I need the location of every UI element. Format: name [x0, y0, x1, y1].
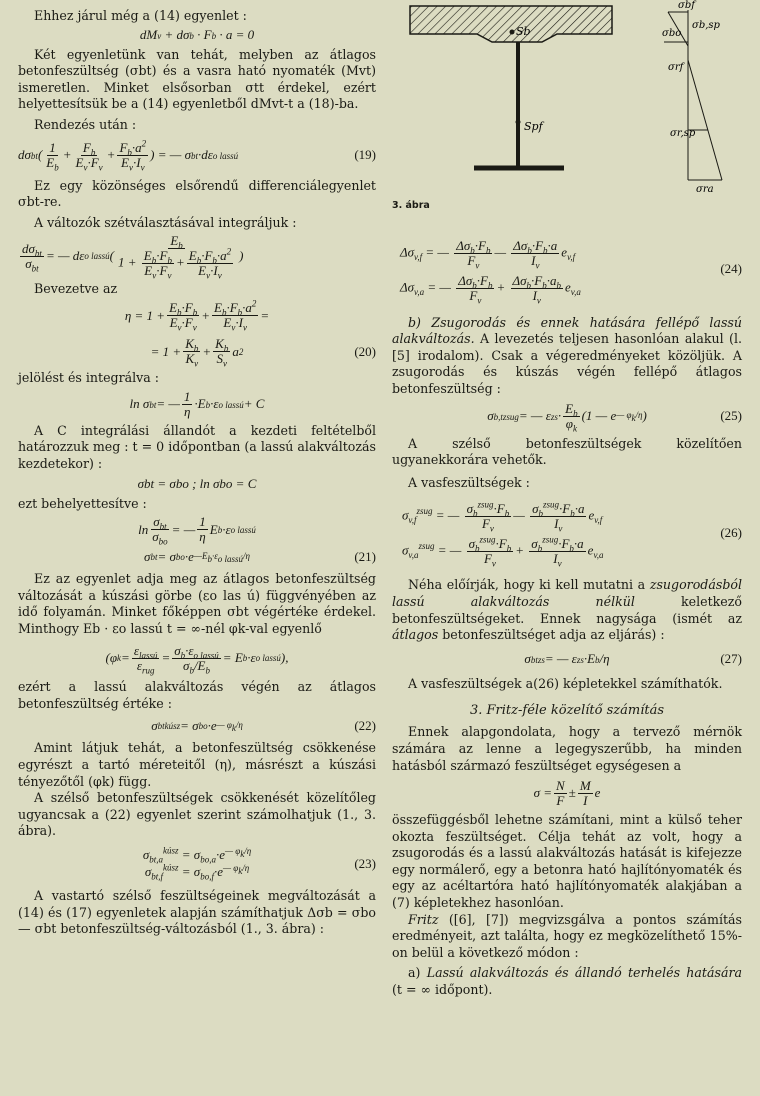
- equation-number: (19): [354, 147, 376, 163]
- equation-separated: $d\sigma_{bt}$ $\sigma_{bt}$ = — dε o lassú ( $E_b$ 1 + $\frac{E_b\cdot F_b}{E_v\cdot F_v}$ + $\frac{E_b\cdot F_b\cdot a^2}{E_v\cdot I_v}$ ): [22, 233, 244, 281]
- centroid-dot: [510, 30, 515, 35]
- section-heading: 3. Fritz-féle közelítő számítás: [469, 703, 665, 719]
- equation-sigma: σ = N F ± M I e: [533, 777, 601, 808]
- paragraph: A változók szétválasztásával integráljuk :: [34, 214, 297, 230]
- paragraph: ezért a lassú alakváltozás végén az átlagos betonfeszültség értéke :: [18, 679, 376, 711]
- paragraph: A C integrálási állandót a kezdeti feltételből határozzuk meg : t = 0 időpontban (a lassú alakváltozás kezdetekor) :: [18, 422, 376, 471]
- equation-21: σ bt = σ bo ·e $—E_b\cdot\varepsilon_{o lassú}/\eta$ (21): [144, 548, 376, 564]
- fig-label: Sb: [516, 25, 531, 38]
- fig-label: Spf: [524, 120, 543, 133]
- paragraph: Ehhez járul még a (14) egyenlet :: [34, 8, 247, 23]
- paragraph: [392, 965, 742, 998]
- paragraph: Rendezés után :: [34, 116, 137, 132]
- paragraph: A szélső betonfeszültségek csökkenését közelítőleg ugyancsak a (22) egyenlet szerint számolhatjuk (1., 3. ábra).: [18, 790, 376, 839]
- equation-20b: = 1 + $K_b$ $K_v$ + $K_b$ $S_v$ a 2 (20): [150, 336, 376, 370]
- paragraph: Ennek alapgondolata, hogy a tervező mérnök számára az lenne a legegyszerűbb, ha minden hatásból származó feszültséget egységesen a: [392, 724, 742, 773]
- equation-dm: dM v + dσ b · F b · a = 0: [139, 27, 255, 43]
- text: (t = ∞ időpont).: [392, 982, 493, 998]
- italic-text: Fritz: [408, 911, 439, 927]
- equation-number: (21): [354, 548, 376, 564]
- paragraph: Ez egy közönséges elsőrendű differenciálegyenlet σbt-re.: [18, 177, 376, 210]
- right-column: [392, 0, 742, 999]
- paragraph: A szélső betonfeszültségek közelítően ugyanekkorára vehetők.: [392, 435, 742, 468]
- fig-label: σb,sp: [692, 20, 720, 31]
- concrete-slab: [410, 6, 612, 42]
- figure-3: [392, 0, 742, 200]
- equation-number: (22): [354, 718, 376, 734]
- text: ([6], [7]) megvizsgálva a pontos számítás eredményeit, azt találta, hogy ez megközelíthető 15%-on belül a következő módon :: [392, 911, 742, 960]
- equation-number: (24): [720, 260, 742, 276]
- italic-text: zsugorodásból lassú alakváltozás nélkül: [392, 577, 742, 609]
- equation-number: (27): [720, 651, 742, 667]
- equation-number: (23): [354, 855, 376, 871]
- paragraph: jelölést és integrálva :: [18, 369, 160, 385]
- equation-init: σbt = σbo ; ln σbo = C: [137, 476, 257, 492]
- centroid-dot: [516, 120, 521, 125]
- text: Néha előírják, hogy ki kell mutatni a: [408, 577, 650, 593]
- equation-27: σ bt zs = — ε zs ·E b /η (27): [524, 651, 742, 667]
- paragraph: [392, 912, 742, 962]
- equation-ln-ratio: ln $\sigma_{bt}$ $\sigma_{bo}$ = — 1 η E b ·ε o lassú: [138, 514, 256, 547]
- fig-label: σrf: [668, 62, 684, 73]
- figure-caption: 3. ábra: [392, 200, 430, 211]
- left-column: [18, 0, 376, 938]
- equation-number: (20): [354, 343, 376, 359]
- fig-label: σbf: [678, 0, 695, 11]
- paragraph: A vasfeszültségek a(26) képletekkel számíthatók.: [408, 675, 723, 691]
- equation-number: (25): [720, 408, 742, 424]
- equation-24: $\Delta\sigma_{v,f}$ = — $\Delta\sigma_b\cdot F_b$ $F_v$ — $\Delta\sigma_b\cdot F_b\cdot a$ $I_v$ $e_{v,f}$ $\Delta\sigma_{v,a}$ = — $\Delta\sigma_b\cdot F_b$ $F_v$ + $\Delta\sigma_b\cdot F_b\cdot a_b$ $I_v$ $e_{v,a}$ (24): [400, 237, 742, 306]
- text: A levezetés teljesen hasonlóan alakul (l. [5] irodalom). Csak a végeredményeket közöljük. A zsugorodás és kúszás végén fellépő átlagos betonfeszültség :: [392, 331, 742, 396]
- fig-label: σra: [696, 184, 714, 195]
- equation-22: σ bt kúsz = σ bo ·e — $\varphi_k/\eta$ (22): [151, 718, 376, 734]
- fig-label: σbo: [662, 28, 682, 39]
- paragraph: Két egyenletünk van tehát, melyben az átlagos betonfeszültség (σbt) és a vasra ható nyomaték (Mvt) ismeretlen. Minket elsősorban σtt érdekel, ezért helyettesítsük be a (14) egyenletből dMvt-t a (18)-ba.: [18, 46, 376, 112]
- text: betonfeszültséget adja az eljárás) :: [438, 627, 665, 643]
- paragraph: [392, 315, 742, 398]
- text: a): [408, 965, 427, 981]
- fig-label: σr,sp: [670, 128, 696, 139]
- paragraph: ezt behelyettesítve :: [18, 496, 147, 512]
- italic-text: Lassú alakváltozás és állandó terhelés hatására: [426, 965, 742, 981]
- equation-phi: (φ k = $\varepsilon_{lassú}$ $\varepsilon_{rug}$ = $\sigma_b\cdot\varepsilon_{o lassú}$ $\sigma_b/E_b$ = E b ·ε o lassú ),: [105, 642, 289, 676]
- equation-ln: ln σ bt = — 1 η ·E b ·ε o lassú + C: [129, 389, 265, 420]
- italic-text: b) Zsugorodás és ennek hatására fellépő lassú alakváltozás.: [392, 314, 742, 347]
- equation-26: $\sigma_{v,f}^{zsug}$ = — $\sigma_b^{zsug}\cdot F_b$ $F_v$ — $\sigma_b^{zsug}\cdot F_b\cdot a$ $I_v$ $e_{v,f}$ $\sigma_{v,a}^{zsug}$ = — $\sigma_b^{zsug}\cdot F_b$ $F_v$ + $\sigma_b^{zsug}\cdot F_b\cdot a$ $I_v$ $e_{v,a}$ (26): [402, 500, 742, 569]
- paragraph: Amint látjuk tehát, a betonfeszültség csökkenése egyrészt a tartó méreteitől (η), másrészt a kúszási tényezőtől (φk) függ.: [18, 740, 376, 789]
- equation-19: dσ bt ( 1 $E_b$ + $F_b$ $E_v\cdot F_v$ + $F_b\cdot a^2$ $E_v\cdot I_v$ ) = — σ bt ·dε o lassú (19): [18, 138, 376, 173]
- italic-text: átlagos: [392, 627, 439, 643]
- equation-number: (26): [720, 525, 742, 541]
- equation-25: σ b,t zsug = — ε zs · $E_b$ $\varphi_k$ (1 — e — $\varphi_k/\eta$ ) (25): [487, 401, 742, 434]
- paragraph: Ez az egyenlet adja meg az átlagos betonfeszültség változását a kúszási görbe (εo las ú) függvényében az idő folyamán. Minket főképpen σbt végértéke érdekel. Minthogy Eb · εo lassú t = ∞-nél φk-val egyenlő: [18, 570, 376, 636]
- paragraph: Bevezetve az: [34, 281, 118, 297]
- paragraph: A vastartó szélső feszültségeinek megváltozását a (14) és (17) egyenletek alapján számíthatjuk Δσb = σbo — σbt betonfeszültség-változásból (1., 3. ábra) :: [18, 888, 376, 937]
- text: keletkező betonfeszültségeket. Ennek nagysága (ismét az: [392, 593, 742, 626]
- paragraph: összefüggésből lehetne számítani, mint a külső teher okozta feszültséget. Célja tehát az volt, hogy a zsugorodás és a lassú alakváltozás hatását is kifejezze egy normálerő, egy a betonra ható hajlítónyomaték és egy az acéltartóra ható hajlítónyomaték alakjában a (7) képletekhez hasonlóan.: [392, 812, 742, 911]
- paragraph: A vasfeszültségek :: [408, 474, 530, 490]
- paragraph: [392, 577, 742, 643]
- equation-20a: η = 1 + $E_b\cdot F_b$ $E_v\cdot F_v$ + $E_b\cdot F_b\cdot a^2$ $E_v\cdot I_v$ =: [124, 299, 270, 334]
- equation-23: $\sigma_{bt,a}^{kúsz} = \sigma_{bo,a}\cdot e^{— \varphi_k/\eta}$ $\sigma_{bt,f}^{kúsz} = \sigma_{bo,f}\cdot e^{— \varphi_k/\eta}$ (23): [142, 846, 376, 882]
